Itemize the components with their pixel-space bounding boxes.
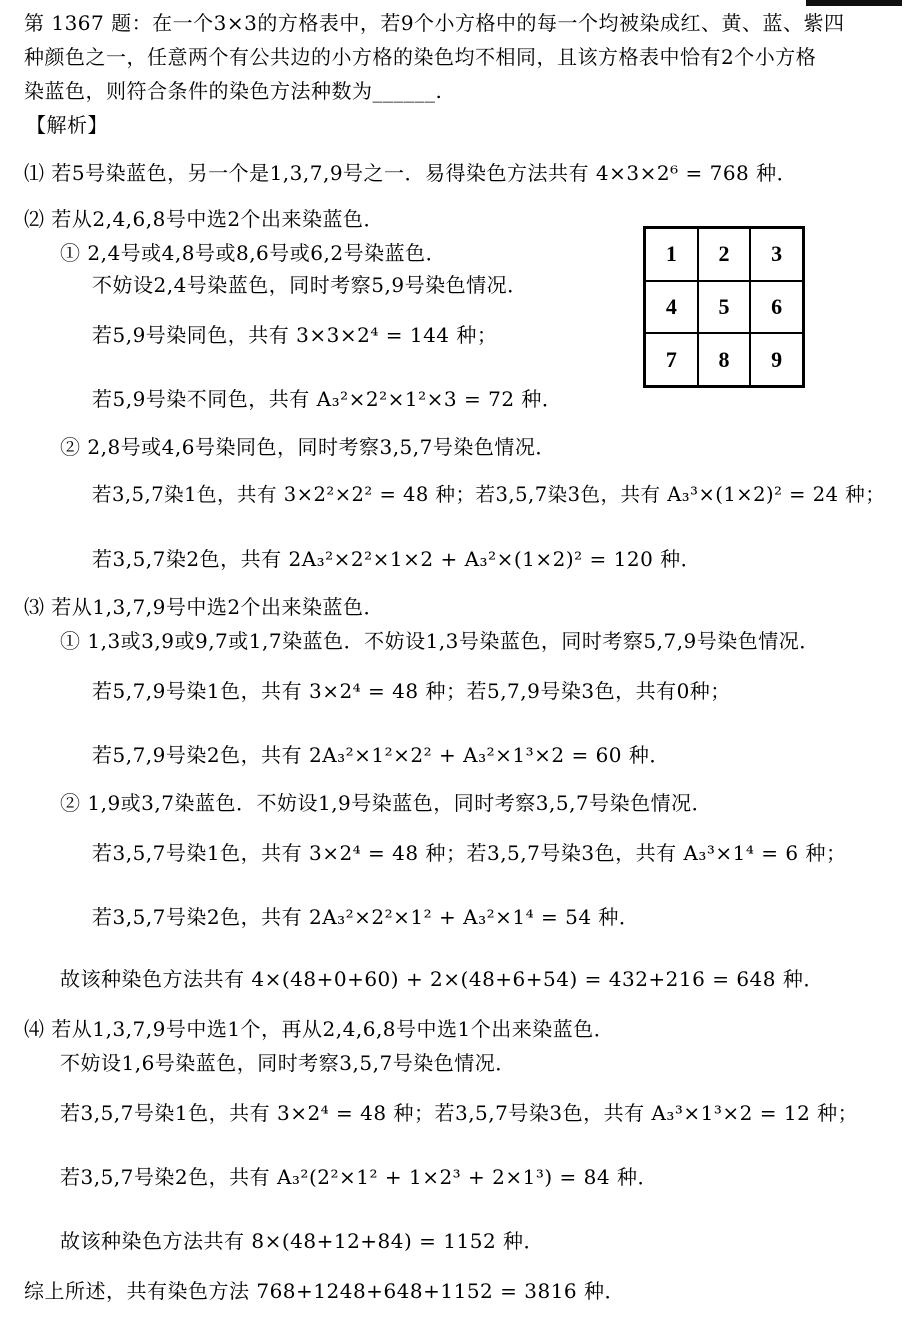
case-4-total: 故该种染色方法共有 8×(48+12+84) = 1152 种． (60, 1229, 545, 1253)
grid-cell: 3 (750, 228, 803, 281)
case-2-2-heading: ② 2,8号或4,6号染同色，同时考察3,5,7号染色情况． (60, 435, 556, 459)
case-4-two: 若3,5,7号染2色，共有 A₃²(2²×1² + 1×2³ + 2×1³) = 84 种． (60, 1165, 658, 1189)
case-2-1-assume: 不妨设2,4号染蓝色，同时考察5,9号染色情况． (92, 273, 528, 297)
case-4-one-three: 若3,5,7号染1色，共有 3×2⁴ = 48 种；若3,5,7号染3色，共有 A₃³×1³×2 = 12 种； (60, 1101, 859, 1125)
analysis-label: 【解析】 (26, 113, 108, 137)
case-3-1-two: 若5,7,9号染2色，共有 2A₃²×1²×2² + A₃²×1³×2 = 60 种． (92, 743, 670, 767)
grid-cell: 4 (645, 281, 698, 334)
number-grid (643, 226, 805, 388)
grid-cell: 6 (750, 281, 803, 334)
problem-line-2: 种颜色之一，任意两个有公共边的小方格的染色均不相同，且该方格表中恰有2个小方格 (24, 45, 817, 69)
case-4-heading: ⑷ 若从1,3,7,9号中选1个，再从2,4,6,8号中选1个出来染蓝色． (24, 1017, 615, 1041)
case-3-2-two: 若3,5,7号染2色，共有 2A₃²×2²×1² + A₃²×1⁴ = 54 种． (92, 905, 640, 929)
case-3-2-heading: ② 1,9或3,7染蓝色．不妨设1,9号染蓝色，同时考察3,5,7号染色情况． (60, 791, 713, 815)
case-3-total: 故该种染色方法共有 4×(48+0+60) + 2×(48+6+54) = 432+216 = 648 种． (60, 967, 824, 991)
grid-cell: 9 (750, 333, 803, 386)
problem-line-3: 染蓝色，则符合条件的染色方法种数为______. (24, 79, 443, 103)
grid-cell: 1 (645, 228, 698, 281)
header-corner-mark (806, 0, 902, 6)
case-2-2-two: 若3,5,7染2色，共有 2A₃²×2²×1×2 + A₃²×(1×2)² = 120 种． (92, 547, 702, 571)
grid-cell: 7 (645, 333, 698, 386)
grid-cell: 8 (698, 333, 751, 386)
grid-cell: 2 (698, 228, 751, 281)
case-1: ⑴ 若5号染蓝色，另一个是1,3,7,9号之一．易得染色方法共有 4×3×2⁶ = 768 种． (24, 161, 798, 185)
case-2-1-diff: 若5,9号染不同色，共有 A₃²×2²×1²×3 = 72 种． (92, 387, 563, 411)
grid-cell: 5 (698, 281, 751, 334)
case-3-2-one-three: 若3,5,7号染1色，共有 3×2⁴ = 48 种；若3,5,7号染3色，共有 A₃³×1⁴ = 6 种； (92, 841, 847, 865)
problem-line-1: 第 1367 题：在一个3×3的方格表中，若9个小方格中的每一个均被染成红、黄、蓝、紫四 (24, 11, 845, 35)
case-2-1-heading: ① 2,4号或4,8号或8,6号或6,2号染蓝色． (60, 241, 447, 265)
case-3-1-one-three: 若5,7,9号染1色，共有 3×2⁴ = 48 种；若5,7,9号染3色，共有0种； (92, 679, 731, 703)
case-2-heading: ⑵ 若从2,4,6,8号中选2个出来染蓝色． (24, 207, 385, 231)
case-4-assume: 不妨设1,6号染蓝色，同时考察3,5,7号染色情况． (60, 1051, 516, 1075)
case-2-1-same: 若5,9号染同色，共有 3×3×2⁴ = 144 种； (92, 323, 498, 347)
case-3-1-heading: ① 1,3或3,9或9,7或1,7染蓝色．不妨设1,3号染蓝色，同时考察5,7,9号染色情况． (60, 629, 820, 653)
case-3-heading: ⑶ 若从1,3,7,9号中选2个出来染蓝色． (24, 595, 385, 619)
case-2-2-one-three: 若3,5,7染1色，共有 3×2²×2² = 48 种；若3,5,7染3色，共有 A₃³×(1×2)² = 24 种； (92, 483, 886, 506)
final-summary: 综上所述，共有染色方法 768+1248+648+1152 = 3816 种． (24, 1279, 626, 1303)
